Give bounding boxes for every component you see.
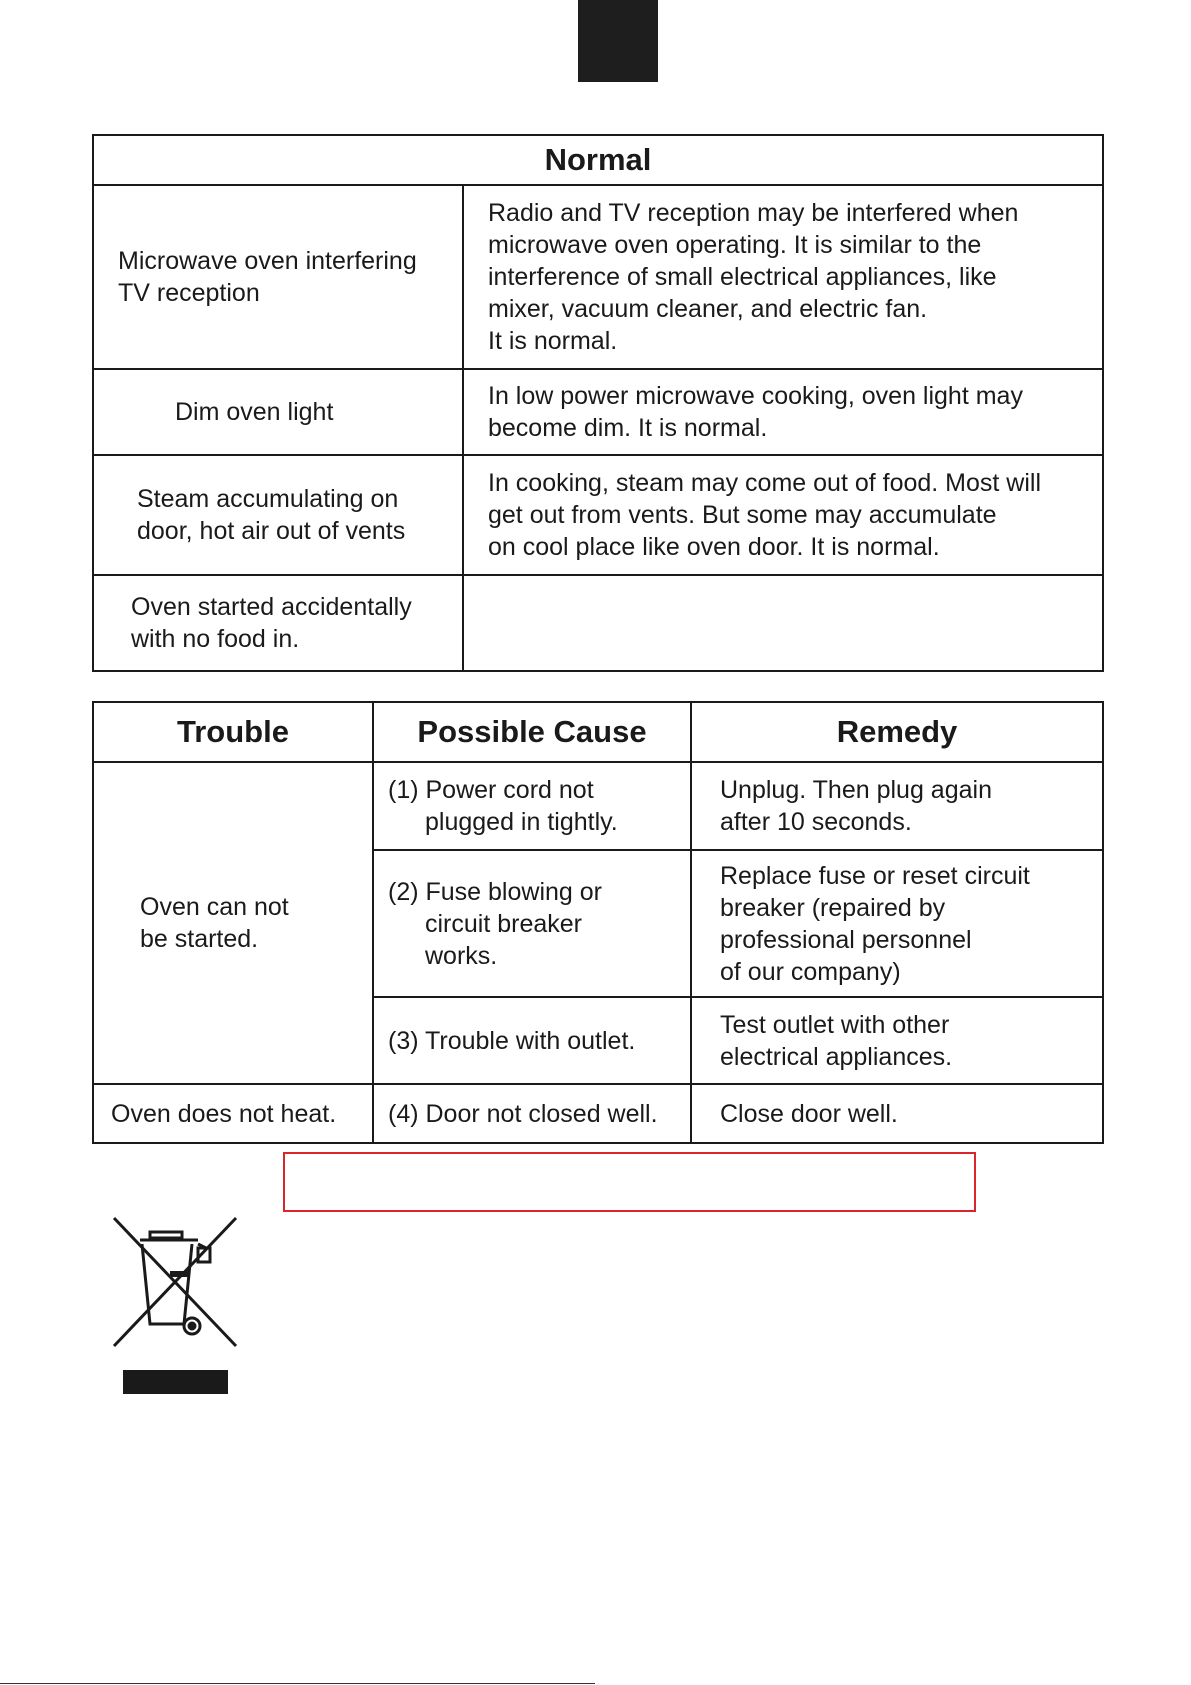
trouble-table: [92, 701, 1104, 1144]
table-row: [93, 575, 1103, 671]
description-cell: [463, 575, 1103, 671]
remedy-cell: Close door well.: [691, 1084, 1103, 1143]
issue-cell: Steam accumulating on door, hot air out of vents: [93, 455, 463, 575]
issue-cell: Microwave oven interfering TV reception: [93, 185, 463, 369]
issue-cell: Oven started accidentally with no food in.: [93, 575, 463, 671]
header-trouble: Trouble: [93, 702, 373, 762]
description-cell: Radio and TV reception may be interfered when microwave oven operating. It is similar to the interference of small electrical appliances, like mixer, vacuum cleaner, and electric fan. It is normal.: [463, 185, 1103, 369]
trouble-cell: Oven can not be started.: [93, 762, 373, 1084]
header-possible-cause: Possible Cause: [373, 702, 691, 762]
table-row: [93, 762, 1103, 850]
remedy-cell: Test outlet with other electrical appliances.: [691, 997, 1103, 1084]
table-row: [93, 1084, 1103, 1143]
cause-cell: (3) Trouble with outlet.: [373, 997, 691, 1084]
remedy-cell: Unplug. Then plug again after 10 seconds.: [691, 762, 1103, 850]
notice-box: [283, 1152, 976, 1212]
crossed-out-wheelie-bin-icon: [110, 1214, 240, 1350]
issue-cell: Dim oven light: [93, 369, 463, 455]
remedy-cell: Replace fuse or reset circuit breaker (repaired by professional personnel of our company): [691, 850, 1103, 997]
header-remedy: Remedy: [691, 702, 1103, 762]
cause-cell: (2) Fuse blowing or circuit breaker works.: [373, 850, 691, 997]
trouble-cell: Oven does not heat.: [93, 1084, 373, 1143]
table-row: [93, 369, 1103, 455]
footer-rule: [0, 1683, 595, 1684]
page-tab-marker: [578, 0, 658, 82]
description-cell: In low power microwave cooking, oven light may become dim. It is normal.: [463, 369, 1103, 455]
table-row: [93, 455, 1103, 575]
cause-cell: (1) Power cord not plugged in tightly.: [373, 762, 691, 850]
table-row: [93, 185, 1103, 369]
normal-table-header: Normal: [93, 135, 1103, 185]
normal-table: [92, 134, 1104, 672]
cause-cell: (4) Door not closed well.: [373, 1084, 691, 1143]
weee-underline-bar: [123, 1370, 228, 1394]
description-cell: In cooking, steam may come out of food. Most will get out from vents. But some may accumulate on cool place like oven door. It is normal.: [463, 455, 1103, 575]
